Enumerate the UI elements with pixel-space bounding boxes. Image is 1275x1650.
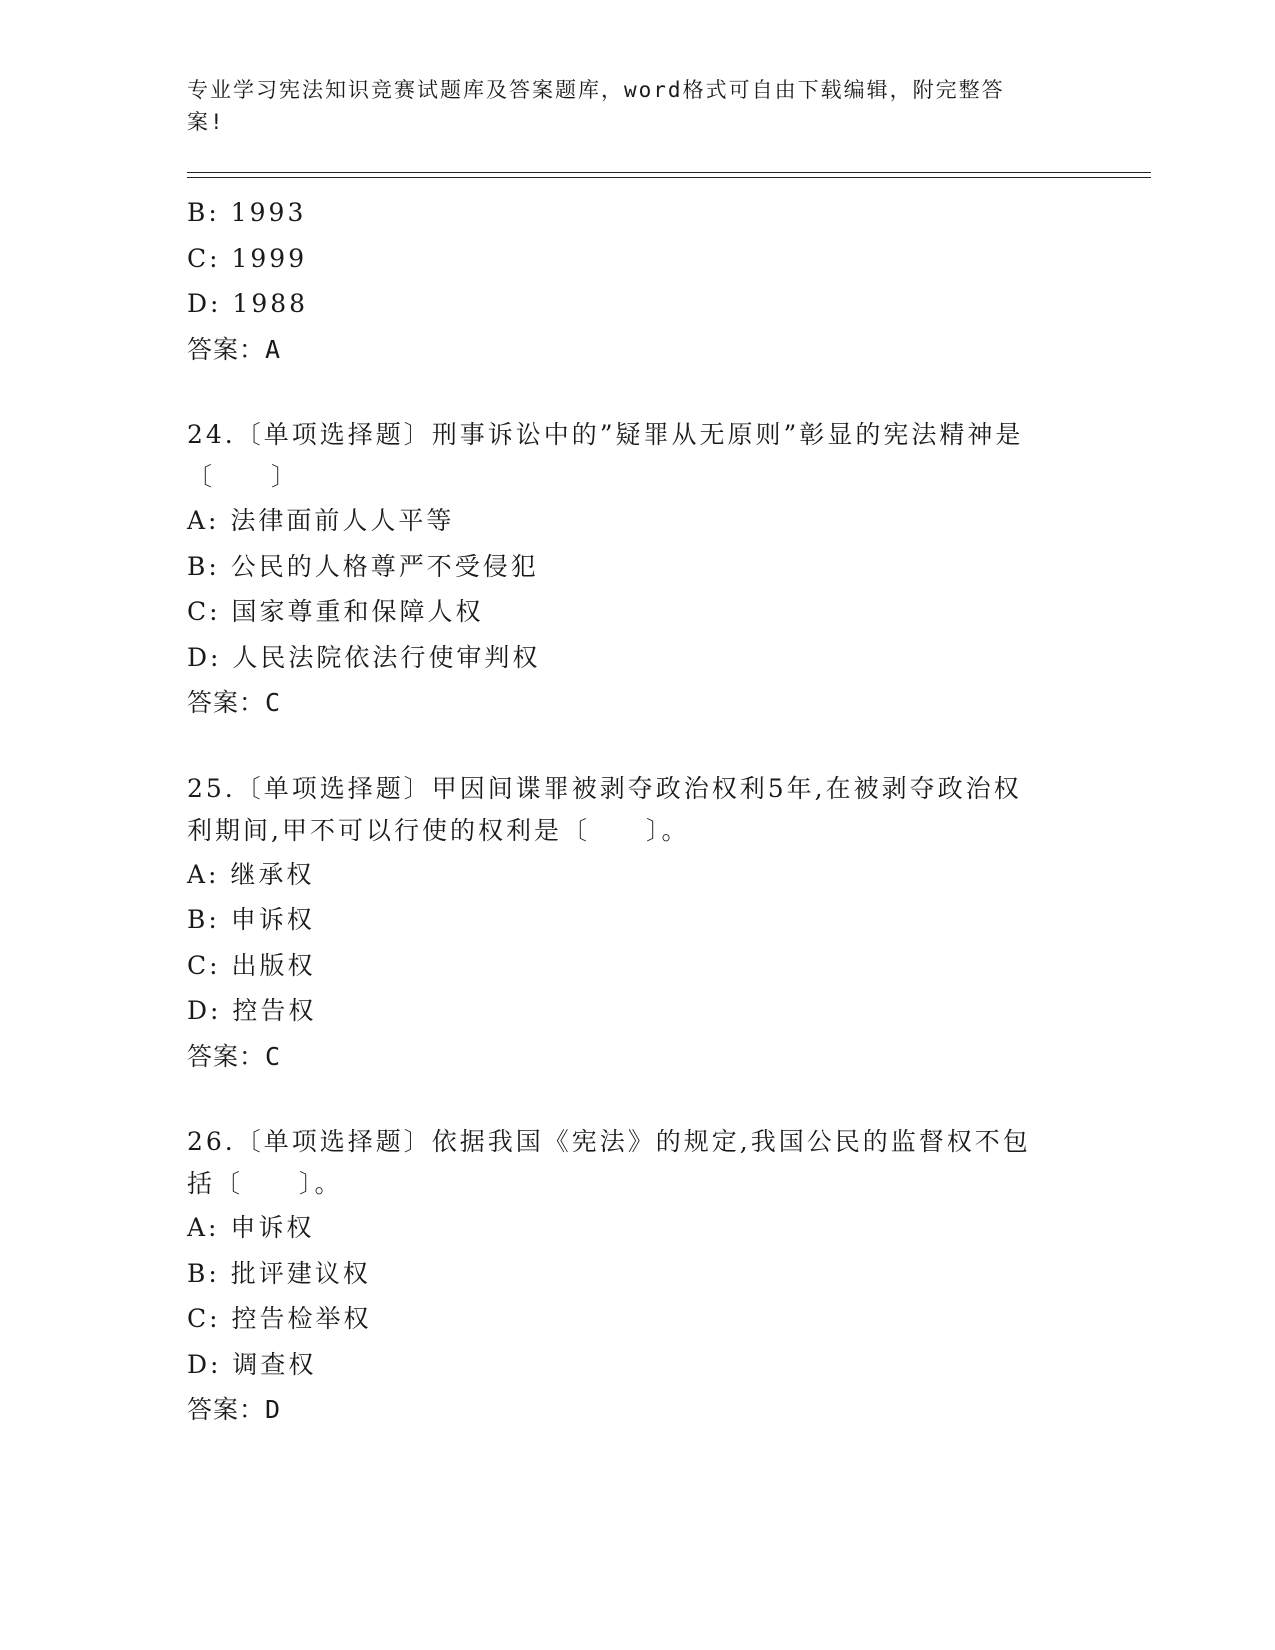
option-c: C: 1999 [187,243,308,273]
answer-line: 答案：C [187,688,282,717]
option-a: A: 继承权 [187,859,315,889]
header-rule-bottom [187,177,1151,178]
question-text [187,414,1087,498]
option-d: D: 1988 [187,289,309,318]
option-b: B: 1993 [187,198,307,227]
question-text-line-2: 利期间,甲不可以行使的权利是〔 〕。 [187,815,690,845]
question-25 [187,768,1087,1080]
option-b: B: 公民的人格尊严不受侵犯 [187,551,539,581]
option-c: C: 控告检举权 [187,1304,372,1333]
question-26 [187,1121,1087,1433]
question-text-line-2: 括〔 〕。 [187,1169,343,1198]
header-line-1: 专业学习宪法知识竞赛试题库及答案题库，word格式可自由下载编辑，附完整答 [187,78,1005,102]
answer-line: 答案：D [187,1395,282,1424]
option-a: A: 申诉权 [187,1213,315,1242]
question-24 [187,414,1087,726]
question-text [187,1121,1087,1205]
option-a: A: 法律面前人人平等 [187,506,455,535]
question-text-line-1: 24.〔单项选择题〕刑事诉讼中的”疑罪从无原则”彰显的宪法精神是 [187,420,1024,449]
answer-line: 答案：C [187,1041,282,1071]
option-b: B: 批评建议权 [187,1258,371,1288]
question-text-line-2: 〔 〕 [187,462,300,491]
prev-question-block [187,190,1087,372]
answer-line: 答案：A [187,334,282,364]
page-header [187,74,1067,138]
option-d: D: 控告权 [187,996,317,1025]
option-b: B: 申诉权 [187,905,315,934]
question-content [187,190,1087,1433]
option-c: C: 国家尊重和保障人权 [187,597,484,626]
header-line-2: 案! [187,110,225,134]
option-c: C: 出版权 [187,950,316,980]
question-text-line-1: 26.〔单项选择题〕依据我国《宪法》的规定,我国公民的监督权不包 [187,1127,1031,1156]
question-text-line-1: 25.〔单项选择题〕甲因间谍罪被剥夺政治权利5年,在被剥夺政治权 [187,773,1022,803]
option-d: D: 调查权 [187,1349,317,1379]
header-rule-top [187,172,1151,173]
option-d: D: 人民法院依法行使审判权 [187,642,541,672]
question-text [187,768,1087,852]
